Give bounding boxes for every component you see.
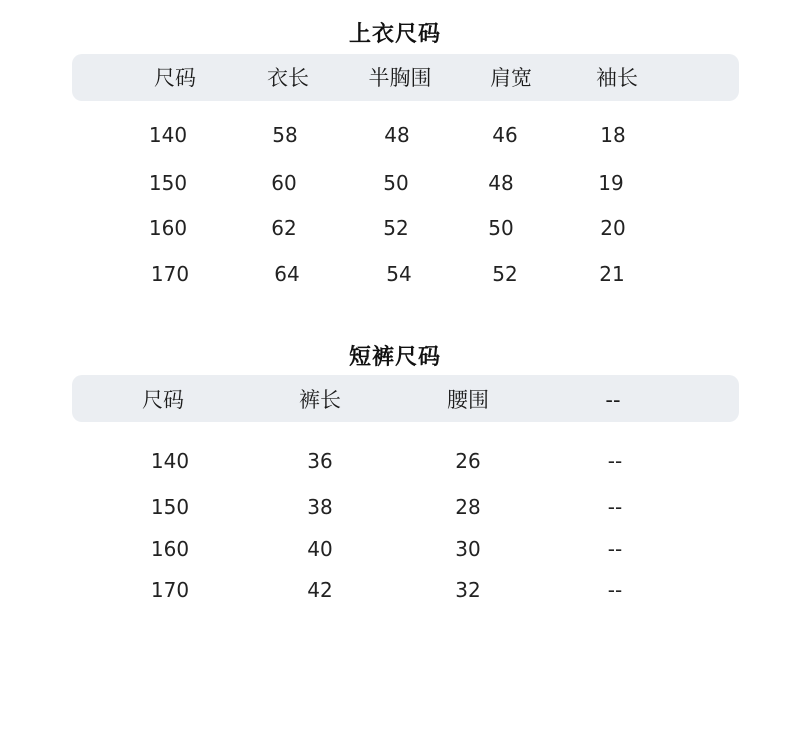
top-table-cell: 170	[150, 262, 190, 286]
shorts-table-cell: 170	[150, 578, 190, 602]
shorts-table-cell: 28	[455, 495, 481, 519]
top-table-cell: 140	[148, 123, 188, 147]
shorts-table-cell: --	[607, 449, 623, 473]
top-table-cell: 52	[383, 216, 409, 240]
top-size-table-title: 上衣尺码	[348, 22, 441, 47]
top-table-cell: 160	[148, 216, 188, 240]
shorts-table-cell: 160	[150, 537, 190, 561]
top-table-cell: 48	[384, 123, 410, 147]
top-header-cell: 衣长	[267, 66, 309, 90]
top-table-cell: 64	[274, 262, 300, 286]
top-table-cell: 62	[271, 216, 297, 240]
shorts-table-cell: 32	[455, 578, 481, 602]
shorts-header-cell: --	[605, 388, 621, 412]
top-header-cell: 尺码	[154, 66, 196, 90]
top-header-cell: 半胸围	[368, 66, 432, 90]
shorts-table-cell: 150	[150, 495, 190, 519]
shorts-size-table-title: 短裤尺码	[348, 345, 441, 370]
shorts-table-cell: 26	[455, 449, 481, 473]
shorts-table-cell: --	[607, 537, 623, 561]
top-table-cell: 48	[488, 171, 514, 195]
top-table-cell: 19	[598, 171, 624, 195]
shorts-header-cell: 裤长	[299, 388, 341, 412]
top-table-cell: 60	[271, 171, 297, 195]
shorts-table-cell: --	[607, 495, 623, 519]
top-table-cell: 54	[386, 262, 412, 286]
top-table-cell: 46	[492, 123, 518, 147]
top-table-cell: 21	[599, 262, 625, 286]
top-table-cell: 58	[272, 123, 298, 147]
shorts-table-cell: 36	[307, 449, 333, 473]
top-table-cell: 18	[600, 123, 626, 147]
top-table-cell: 50	[383, 171, 409, 195]
shorts-header-cell: 腰围	[447, 388, 489, 412]
top-table-cell: 52	[492, 262, 518, 286]
top-table-cell: 50	[488, 216, 514, 240]
shorts-table-cell: --	[607, 578, 623, 602]
top-header-cell: 袖长	[596, 66, 638, 90]
shorts-table-cell: 40	[307, 537, 333, 561]
shorts-table-cell: 140	[150, 449, 190, 473]
top-table-cell: 20	[600, 216, 626, 240]
top-header-cell: 肩宽	[490, 66, 532, 90]
shorts-table-cell: 38	[307, 495, 333, 519]
shorts-table-cell: 30	[455, 537, 481, 561]
top-table-cell: 150	[148, 171, 188, 195]
shorts-header-cell: 尺码	[142, 388, 184, 412]
shorts-table-cell: 42	[307, 578, 333, 602]
